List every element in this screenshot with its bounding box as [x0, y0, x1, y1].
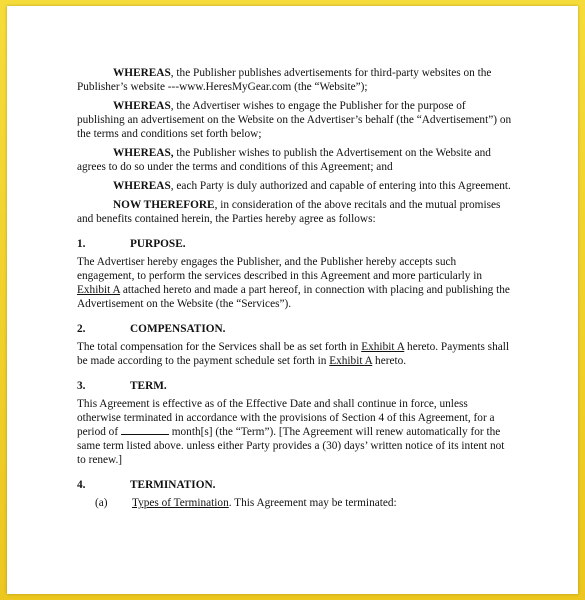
subsection-label: (a): [95, 497, 108, 509]
body-text: . This Agreement may be terminated:: [228, 497, 397, 509]
recital-lead: WHEREAS: [113, 180, 171, 192]
recital-lead: WHEREAS: [113, 67, 171, 79]
recital-lead: WHEREAS: [113, 100, 171, 112]
exhibit-a-link[interactable]: Exhibit A: [77, 284, 120, 296]
section-title: TERM.: [130, 380, 167, 392]
recital-text: , the Publisher publishes advertisements for third-party websites on the Publisher’s website ---www.HeresMyGear.com (the “Website”);: [77, 67, 492, 93]
body-text: The total compensation for the Services shall be as set forth in: [77, 341, 362, 353]
body-text: attached hereto and made a part hereof, in connection with placing and publishing the Advertisement on the Website (the “Services”).: [77, 284, 510, 310]
section-heading-compensation: [77, 322, 513, 336]
body-text: month[s] (the “Term”). [The Agreement will renew automatically for the same term listed above. unless either Party provides a (30) days’ written notice of its intent not to renew.]: [77, 426, 505, 466]
recital-1: [77, 66, 513, 94]
recital-2: [77, 99, 513, 141]
body-text: hereto. Payments shall be made according to the payment schedule set forth in: [77, 341, 510, 367]
section-heading-purpose: [77, 237, 513, 251]
section-body-compensation: [77, 340, 513, 368]
body-text: hereto.: [372, 355, 407, 367]
section-number: 2.: [77, 323, 86, 335]
document-body: [77, 66, 513, 515]
body-text: This Agreement is effective as of the Effective Date and shall continue in force, unless otherwise terminated in accordance with the provisions of Section 4 of this Agreement, for a period of: [77, 398, 495, 438]
recital-4: [77, 179, 513, 193]
section-title: COMPENSATION.: [130, 323, 226, 335]
section-number: 1.: [77, 238, 86, 250]
body-text: The Advertiser hereby engages the Publisher, and the Publisher hereby accepts such engagement, to perform the services described in this Agreement and more particularly in: [77, 256, 482, 282]
section-body-purpose: [77, 255, 513, 311]
recital-lead: WHEREAS,: [113, 147, 174, 159]
now-therefore-clause: [77, 198, 513, 226]
section-title: TERMINATION.: [130, 479, 216, 491]
section-body-term: [77, 397, 513, 467]
exhibit-a-link[interactable]: Exhibit A: [329, 355, 373, 367]
subsection-title: Types of Termination: [132, 497, 229, 509]
recital-text: the Publisher wishes to publish the Advertisement on the Website and agrees to do so under the terms and conditions of this Agreement; and: [77, 147, 491, 173]
recital-text: , each Party is duly authorized and capable of entering into this Agreement.: [170, 180, 511, 192]
section-title: PURPOSE.: [130, 238, 186, 250]
term-months-blank[interactable]: [121, 425, 169, 435]
section-heading-termination: [77, 478, 513, 492]
recital-text: , in consideration of the above recitals and the mutual promises and benefits contained herein, the Parties hereby agree as follows:: [77, 199, 501, 225]
recital-text: , the Advertiser wishes to engage the Publisher for the purpose of publishing an advertisement on the Website on the Advertiser’s behalf (the “Advertisement”) on the terms and conditions set forth below;: [77, 100, 512, 140]
subsection-types-of-termination: [77, 496, 513, 510]
document-page: [7, 6, 578, 594]
exhibit-a-link[interactable]: Exhibit A: [361, 341, 405, 353]
section-number: 4.: [77, 479, 86, 491]
recital-lead: NOW THEREFORE: [113, 199, 215, 211]
recital-3: [77, 146, 513, 174]
section-heading-term: [77, 379, 513, 393]
section-number: 3.: [77, 380, 86, 392]
